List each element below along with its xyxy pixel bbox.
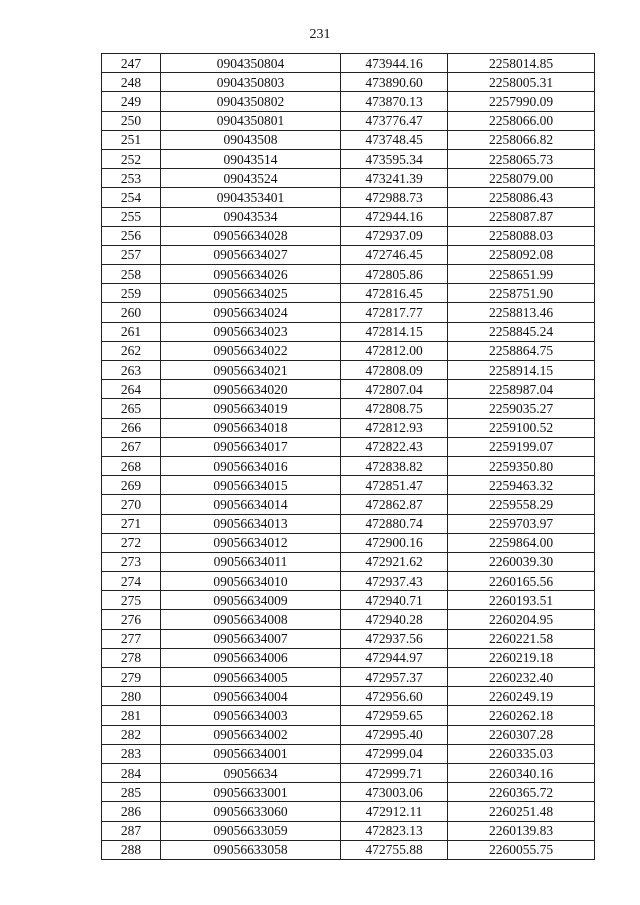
y-coordinate-cell: 2258005.31 (448, 73, 595, 92)
x-coordinate-cell: 472999.04 (341, 744, 448, 763)
table-row (102, 648, 595, 667)
table-row (102, 706, 595, 725)
y-coordinate-cell: 2258864.75 (448, 341, 595, 360)
x-coordinate-cell: 472959.65 (341, 706, 448, 725)
y-coordinate-cell: 2258086.43 (448, 188, 595, 207)
table-row (102, 514, 595, 533)
y-coordinate-cell: 2259035.27 (448, 399, 595, 418)
table-row (102, 341, 595, 360)
row-number-cell: 271 (102, 514, 161, 533)
x-coordinate-cell: 473870.13 (341, 92, 448, 111)
y-coordinate-cell: 2260221.58 (448, 629, 595, 648)
y-coordinate-cell: 2260249.19 (448, 687, 595, 706)
y-coordinate-cell: 2258813.46 (448, 303, 595, 322)
table-row (102, 591, 595, 610)
row-number-cell: 281 (102, 706, 161, 725)
x-coordinate-cell: 472805.86 (341, 265, 448, 284)
row-number-cell: 264 (102, 380, 161, 399)
point-code-cell: 09056634012 (161, 533, 341, 552)
table-row (102, 552, 595, 571)
row-number-cell: 260 (102, 303, 161, 322)
table-row (102, 361, 595, 380)
row-number-cell: 257 (102, 245, 161, 264)
row-number-cell: 247 (102, 54, 161, 73)
row-number-cell: 276 (102, 610, 161, 629)
y-coordinate-cell: 2258914.15 (448, 361, 595, 380)
table-row (102, 380, 595, 399)
x-coordinate-cell: 472823.13 (341, 821, 448, 840)
y-coordinate-cell: 2257990.09 (448, 92, 595, 111)
y-coordinate-cell: 2258751.90 (448, 284, 595, 303)
row-number-cell: 248 (102, 73, 161, 92)
row-number-cell: 283 (102, 744, 161, 763)
point-code-cell: 09056634010 (161, 572, 341, 591)
row-number-cell: 255 (102, 207, 161, 226)
x-coordinate-cell: 472816.45 (341, 284, 448, 303)
point-code-cell: 09056633060 (161, 802, 341, 821)
table-row (102, 322, 595, 341)
row-number-cell: 272 (102, 533, 161, 552)
row-number-cell: 259 (102, 284, 161, 303)
table-row (102, 149, 595, 168)
y-coordinate-cell: 2259199.07 (448, 437, 595, 456)
x-coordinate-cell: 472851.47 (341, 476, 448, 495)
table-row (102, 265, 595, 284)
point-code-cell: 0904350803 (161, 73, 341, 92)
y-coordinate-cell: 2260193.51 (448, 591, 595, 610)
x-coordinate-cell: 472807.04 (341, 380, 448, 399)
x-coordinate-cell: 472999.71 (341, 763, 448, 782)
x-coordinate-cell: 472862.87 (341, 495, 448, 514)
row-number-cell: 265 (102, 399, 161, 418)
y-coordinate-cell: 2258014.85 (448, 54, 595, 73)
table-row (102, 802, 595, 821)
table-row (102, 533, 595, 552)
x-coordinate-cell: 473890.60 (341, 73, 448, 92)
row-number-cell: 273 (102, 552, 161, 571)
y-coordinate-cell: 2259463.32 (448, 476, 595, 495)
x-coordinate-cell: 472937.43 (341, 572, 448, 591)
row-number-cell: 268 (102, 456, 161, 475)
row-number-cell: 269 (102, 476, 161, 495)
x-coordinate-cell: 472812.93 (341, 418, 448, 437)
x-coordinate-cell: 473776.47 (341, 111, 448, 130)
point-code-cell: 09056634008 (161, 610, 341, 629)
table-row (102, 840, 595, 859)
point-code-cell: 09056634007 (161, 629, 341, 648)
x-coordinate-cell: 472957.37 (341, 668, 448, 687)
y-coordinate-cell: 2260307.28 (448, 725, 595, 744)
x-coordinate-cell: 472988.73 (341, 188, 448, 207)
y-coordinate-cell: 2260204.95 (448, 610, 595, 629)
point-code-cell: 09056634019 (161, 399, 341, 418)
table-row (102, 169, 595, 188)
row-number-cell: 256 (102, 226, 161, 245)
table-row (102, 73, 595, 92)
row-number-cell: 267 (102, 437, 161, 456)
x-coordinate-cell: 472944.97 (341, 648, 448, 667)
table-row (102, 188, 595, 207)
table-row (102, 687, 595, 706)
table-row (102, 245, 595, 264)
point-code-cell: 0904350802 (161, 92, 341, 111)
x-coordinate-cell: 472921.62 (341, 552, 448, 571)
table-row (102, 821, 595, 840)
y-coordinate-cell: 2260232.40 (448, 668, 595, 687)
table-row (102, 629, 595, 648)
table-row (102, 744, 595, 763)
table-body (102, 54, 595, 860)
point-code-cell: 09056634017 (161, 437, 341, 456)
y-coordinate-cell: 2259864.00 (448, 533, 595, 552)
y-coordinate-cell: 2259350.80 (448, 456, 595, 475)
y-coordinate-cell: 2260340.16 (448, 763, 595, 782)
x-coordinate-cell: 473748.45 (341, 130, 448, 149)
table-row (102, 284, 595, 303)
y-coordinate-cell: 2260262.18 (448, 706, 595, 725)
y-coordinate-cell: 2258066.00 (448, 111, 595, 130)
x-coordinate-cell: 472822.43 (341, 437, 448, 456)
point-code-cell: 0904353401 (161, 188, 341, 207)
x-coordinate-cell: 472937.56 (341, 629, 448, 648)
x-coordinate-cell: 473595.34 (341, 149, 448, 168)
table-row (102, 226, 595, 245)
x-coordinate-cell: 472814.15 (341, 322, 448, 341)
point-code-cell: 09056633001 (161, 783, 341, 802)
point-code-cell: 09056634013 (161, 514, 341, 533)
x-coordinate-cell: 472900.16 (341, 533, 448, 552)
point-code-cell: 09056633058 (161, 840, 341, 859)
y-coordinate-cell: 2260055.75 (448, 840, 595, 859)
x-coordinate-cell: 472944.16 (341, 207, 448, 226)
table-row (102, 399, 595, 418)
coordinates-table (101, 53, 595, 860)
x-coordinate-cell: 472755.88 (341, 840, 448, 859)
x-coordinate-cell: 472880.74 (341, 514, 448, 533)
point-code-cell: 09056634027 (161, 245, 341, 264)
table-row (102, 130, 595, 149)
y-coordinate-cell: 2260335.03 (448, 744, 595, 763)
y-coordinate-cell: 2258066.82 (448, 130, 595, 149)
x-coordinate-cell: 473003.06 (341, 783, 448, 802)
y-coordinate-cell: 2258987.04 (448, 380, 595, 399)
table-row (102, 610, 595, 629)
x-coordinate-cell: 472940.71 (341, 591, 448, 610)
y-coordinate-cell: 2260219.18 (448, 648, 595, 667)
row-number-cell: 249 (102, 92, 161, 111)
table-row (102, 476, 595, 495)
y-coordinate-cell: 2259703.97 (448, 514, 595, 533)
row-number-cell: 282 (102, 725, 161, 744)
x-coordinate-cell: 472808.09 (341, 361, 448, 380)
row-number-cell: 262 (102, 341, 161, 360)
x-coordinate-cell: 472940.28 (341, 610, 448, 629)
table-row (102, 456, 595, 475)
page-number: 231 (309, 27, 331, 42)
row-number-cell: 274 (102, 572, 161, 591)
point-code-cell: 0904350801 (161, 111, 341, 130)
x-coordinate-cell: 472808.75 (341, 399, 448, 418)
point-code-cell: 09056634003 (161, 706, 341, 725)
y-coordinate-cell: 2258092.08 (448, 245, 595, 264)
x-coordinate-cell: 472812.00 (341, 341, 448, 360)
point-code-cell: 09043534 (161, 207, 341, 226)
x-coordinate-cell: 472746.45 (341, 245, 448, 264)
y-coordinate-cell: 2258088.03 (448, 226, 595, 245)
x-coordinate-cell: 472912.11 (341, 802, 448, 821)
table-row (102, 111, 595, 130)
table-row (102, 303, 595, 322)
y-coordinate-cell: 2260039.30 (448, 552, 595, 571)
x-coordinate-cell: 472937.09 (341, 226, 448, 245)
table-row (102, 207, 595, 226)
y-coordinate-cell: 2260139.83 (448, 821, 595, 840)
y-coordinate-cell: 2258065.73 (448, 149, 595, 168)
table-row (102, 437, 595, 456)
row-number-cell: 278 (102, 648, 161, 667)
point-code-cell: 09056633059 (161, 821, 341, 840)
row-number-cell: 275 (102, 591, 161, 610)
point-code-cell: 09056634001 (161, 744, 341, 763)
y-coordinate-cell: 2258651.99 (448, 265, 595, 284)
row-number-cell: 258 (102, 265, 161, 284)
point-code-cell: 09056634002 (161, 725, 341, 744)
point-code-cell: 09056634009 (161, 591, 341, 610)
point-code-cell: 0904350804 (161, 54, 341, 73)
row-number-cell: 279 (102, 668, 161, 687)
y-coordinate-cell: 2260365.72 (448, 783, 595, 802)
point-code-cell: 09056634020 (161, 380, 341, 399)
x-coordinate-cell: 472838.82 (341, 456, 448, 475)
point-code-cell: 09056634011 (161, 552, 341, 571)
row-number-cell: 266 (102, 418, 161, 437)
table-row (102, 572, 595, 591)
x-coordinate-cell: 473241.39 (341, 169, 448, 188)
row-number-cell: 286 (102, 802, 161, 821)
point-code-cell: 09056634015 (161, 476, 341, 495)
point-code-cell: 09056634004 (161, 687, 341, 706)
table-row (102, 725, 595, 744)
y-coordinate-cell: 2260165.56 (448, 572, 595, 591)
point-code-cell: 09043514 (161, 149, 341, 168)
y-coordinate-cell: 2258087.87 (448, 207, 595, 226)
row-number-cell: 287 (102, 821, 161, 840)
table-row (102, 495, 595, 514)
point-code-cell: 09056634014 (161, 495, 341, 514)
y-coordinate-cell: 2259558.29 (448, 495, 595, 514)
y-coordinate-cell: 2260251.48 (448, 802, 595, 821)
row-number-cell: 288 (102, 840, 161, 859)
row-number-cell: 277 (102, 629, 161, 648)
row-number-cell: 254 (102, 188, 161, 207)
y-coordinate-cell: 2258079.00 (448, 169, 595, 188)
point-code-cell: 09056634026 (161, 265, 341, 284)
row-number-cell: 252 (102, 149, 161, 168)
table-row (102, 54, 595, 73)
x-coordinate-cell: 472817.77 (341, 303, 448, 322)
point-code-cell: 09056634 (161, 763, 341, 782)
row-number-cell: 250 (102, 111, 161, 130)
row-number-cell: 251 (102, 130, 161, 149)
point-code-cell: 09056634005 (161, 668, 341, 687)
row-number-cell: 284 (102, 763, 161, 782)
point-code-cell: 09056634024 (161, 303, 341, 322)
x-coordinate-cell: 472995.40 (341, 725, 448, 744)
point-code-cell: 09056634021 (161, 361, 341, 380)
point-code-cell: 09056634025 (161, 284, 341, 303)
table-row (102, 668, 595, 687)
row-number-cell: 263 (102, 361, 161, 380)
point-code-cell: 09056634016 (161, 456, 341, 475)
y-coordinate-cell: 2259100.52 (448, 418, 595, 437)
x-coordinate-cell: 472956.60 (341, 687, 448, 706)
row-number-cell: 280 (102, 687, 161, 706)
table-row (102, 92, 595, 111)
table-row (102, 763, 595, 782)
y-coordinate-cell: 2258845.24 (448, 322, 595, 341)
row-number-cell: 253 (102, 169, 161, 188)
point-code-cell: 09056634006 (161, 648, 341, 667)
point-code-cell: 09056634023 (161, 322, 341, 341)
row-number-cell: 261 (102, 322, 161, 341)
point-code-cell: 09056634028 (161, 226, 341, 245)
point-code-cell: 09056634022 (161, 341, 341, 360)
table-row (102, 783, 595, 802)
point-code-cell: 09056634018 (161, 418, 341, 437)
row-number-cell: 285 (102, 783, 161, 802)
x-coordinate-cell: 473944.16 (341, 54, 448, 73)
table-row (102, 418, 595, 437)
row-number-cell: 270 (102, 495, 161, 514)
point-code-cell: 09043508 (161, 130, 341, 149)
point-code-cell: 09043524 (161, 169, 341, 188)
